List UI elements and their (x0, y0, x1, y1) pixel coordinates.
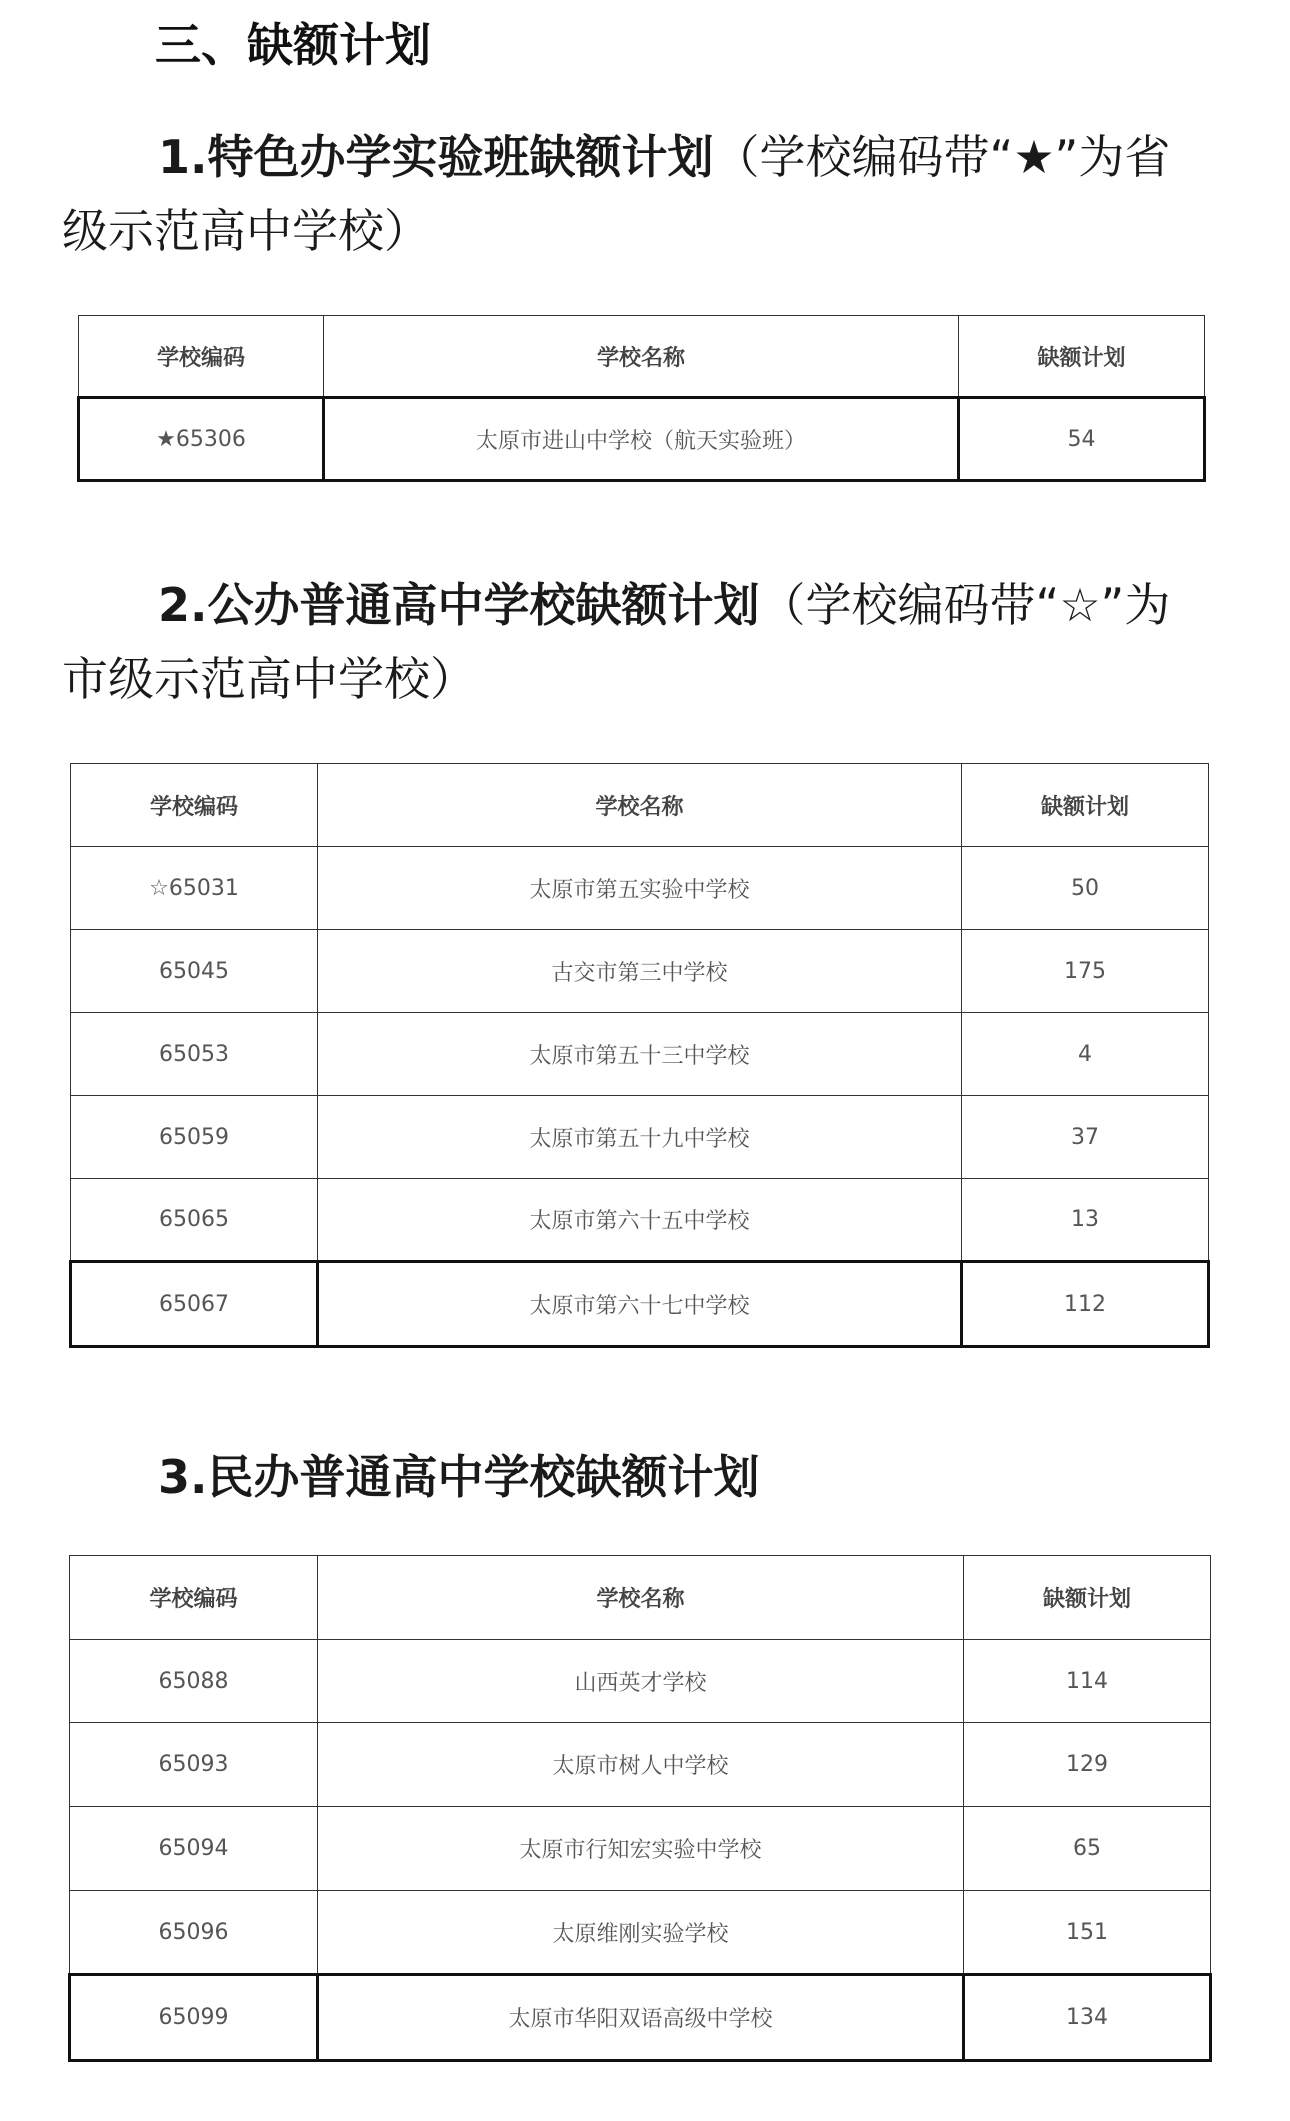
school-code-cell: 65096 (70, 1891, 318, 1975)
table-header-row (70, 1556, 1211, 1640)
header-school-name: 学校名称 (318, 764, 962, 847)
section-3-heading-bold: 3.民办普通高中学校缺额计划 (158, 1450, 760, 1504)
table-row (71, 847, 1209, 930)
quota-cell: 151 (964, 1891, 1211, 1975)
header-school-name: 学校名称 (318, 1556, 964, 1640)
table-row (70, 1975, 1211, 2061)
table-row (71, 1013, 1209, 1096)
quota-cell: 50 (962, 847, 1209, 930)
quota-cell: 175 (962, 930, 1209, 1013)
header-quota: 缺额计划 (959, 316, 1205, 398)
section-2-table (69, 763, 1210, 1348)
section-1-heading (62, 120, 1212, 268)
school-name-cell: 太原市第五十三中学校 (318, 1013, 962, 1096)
section-3-heading (62, 1440, 1212, 1514)
school-code-cell: 65094 (70, 1807, 318, 1891)
quota-cell: 114 (964, 1640, 1211, 1723)
section-1-heading-note: （学校编码带“★”为省级示范高中学校） (62, 130, 1171, 258)
school-name-cell: 太原市华阳双语高级中学校 (318, 1975, 964, 2061)
table-row (79, 398, 1205, 481)
header-school-code: 学校编码 (70, 1556, 318, 1640)
table-row (71, 1179, 1209, 1262)
header-quota: 缺额计划 (964, 1556, 1211, 1640)
school-code-cell: 65059 (71, 1096, 318, 1179)
table-row (71, 1096, 1209, 1179)
table-row (70, 1891, 1211, 1975)
school-code-cell: 65093 (70, 1723, 318, 1807)
school-name-cell: 太原维刚实验学校 (318, 1891, 964, 1975)
school-code-cell: ☆65031 (71, 847, 318, 930)
school-code-cell: 65099 (70, 1975, 318, 2061)
section-2-heading-note: （学校编码带“☆”为市级示范高中学校） (62, 578, 1171, 706)
school-name-cell: 山西英才学校 (318, 1640, 964, 1723)
school-name-cell: 太原市第六十七中学校 (318, 1262, 962, 1347)
header-quota: 缺额计划 (962, 764, 1209, 847)
school-name-cell: 太原市进山中学校（航天实验班） (324, 398, 959, 481)
page-title: 三、缺额计划 (155, 18, 431, 72)
school-code-cell: 65067 (71, 1262, 318, 1347)
school-name-cell: 太原市第六十五中学校 (318, 1179, 962, 1262)
section-1-heading-bold: 1.特色办学实验班缺额计划 (158, 130, 714, 184)
quota-cell: 37 (962, 1096, 1209, 1179)
school-name-cell: 太原市第五实验中学校 (318, 847, 962, 930)
header-school-code: 学校编码 (71, 764, 318, 847)
school-code-cell: 65053 (71, 1013, 318, 1096)
section-2-heading (62, 568, 1212, 716)
table-row (70, 1723, 1211, 1807)
table-header-row (79, 316, 1205, 398)
quota-cell: 54 (959, 398, 1205, 481)
school-code-cell: 65065 (71, 1179, 318, 1262)
quota-cell: 112 (962, 1262, 1209, 1347)
school-name-cell: 太原市行知宏实验中学校 (318, 1807, 964, 1891)
quota-cell: 4 (962, 1013, 1209, 1096)
quota-cell: 65 (964, 1807, 1211, 1891)
table-row (71, 930, 1209, 1013)
section-3-table (68, 1555, 1212, 2062)
school-code-cell: ★65306 (79, 398, 324, 481)
school-name-cell: 太原市第五十九中学校 (318, 1096, 962, 1179)
section-1-table (77, 315, 1206, 482)
quota-cell: 134 (964, 1975, 1211, 2061)
school-name-cell: 太原市树人中学校 (318, 1723, 964, 1807)
table-row (70, 1640, 1211, 1723)
section-2-heading-bold: 2.公办普通高中学校缺额计划 (158, 578, 760, 632)
school-code-cell: 65088 (70, 1640, 318, 1723)
table-row (70, 1807, 1211, 1891)
table-row (71, 1262, 1209, 1347)
table-header-row (71, 764, 1209, 847)
quota-cell: 13 (962, 1179, 1209, 1262)
quota-cell: 129 (964, 1723, 1211, 1807)
header-school-name: 学校名称 (324, 316, 959, 398)
school-code-cell: 65045 (71, 930, 318, 1013)
header-school-code: 学校编码 (79, 316, 324, 398)
school-name-cell: 古交市第三中学校 (318, 930, 962, 1013)
